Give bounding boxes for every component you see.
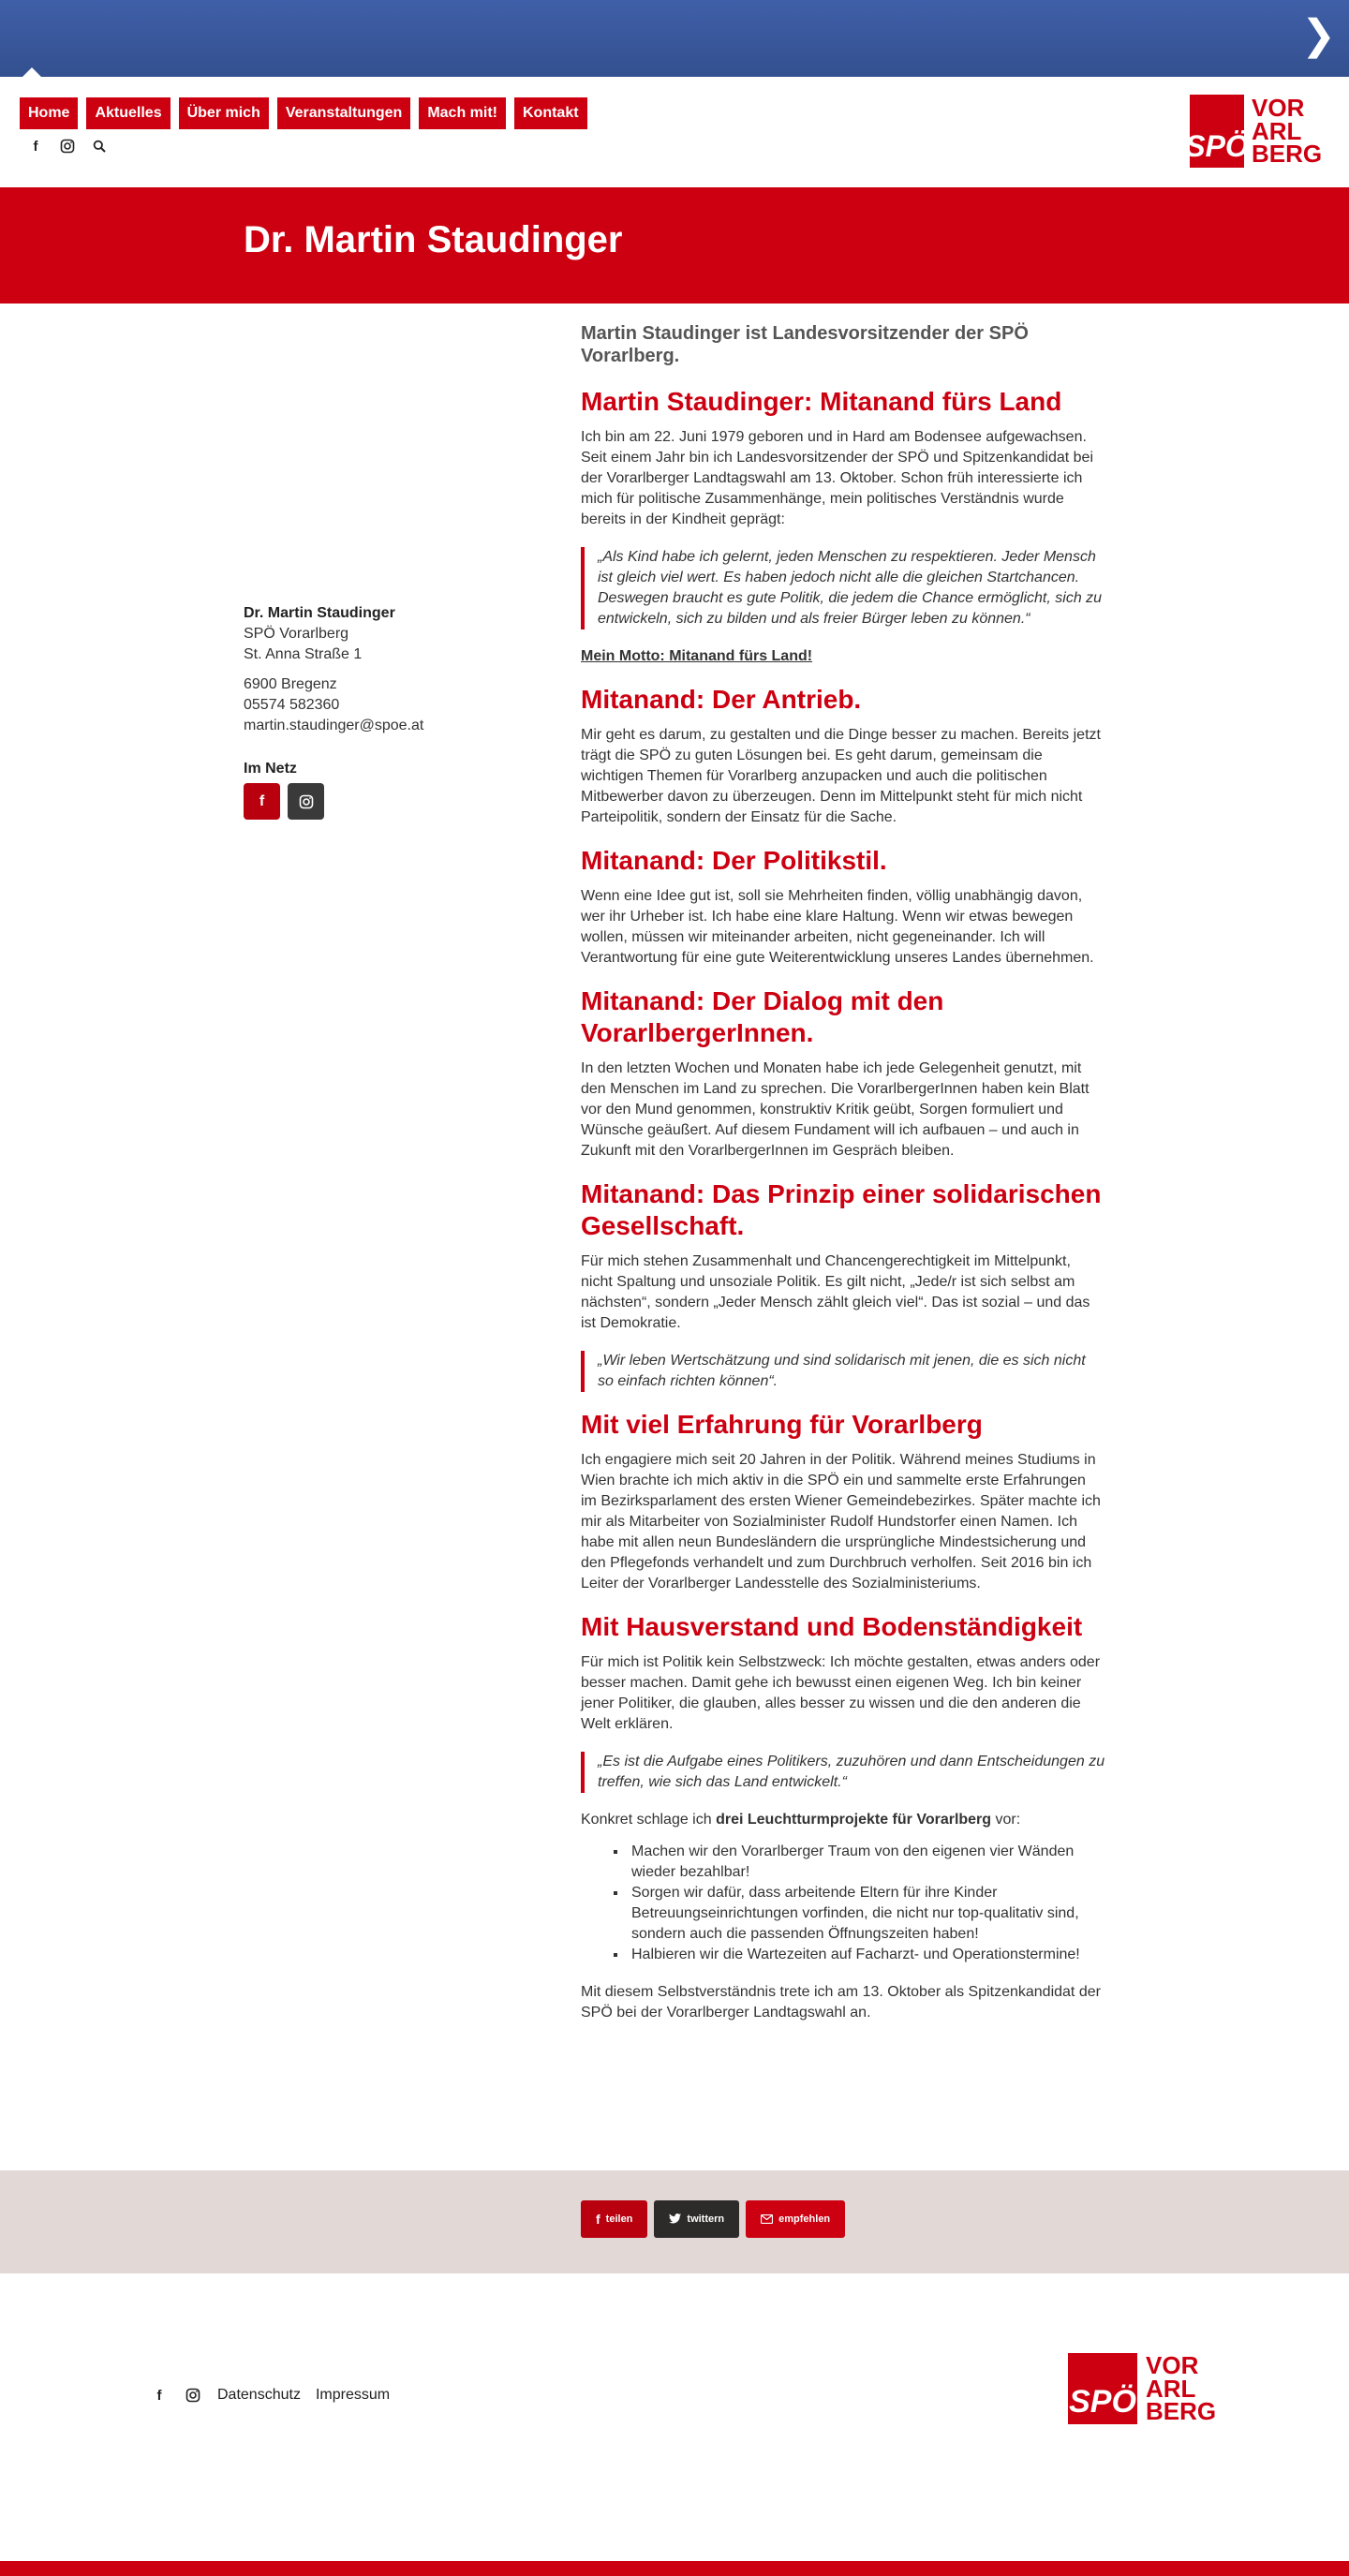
page-title: Dr. Martin Staudinger: [244, 219, 623, 260]
paragraph: In den letzten Wochen und Monaten habe ich jede Gelegenheit genutzt, mit den Menschen im Land zu sprechen. Die VorarlbergerInnen haben kein Blatt vor den Mund genommen, konstruktiv Kritik geübt, Sorgen formuliert und Wünsche geäußert. Auf diesem Fundament will ich aufbauen – und auch in Zukunft mit den VorarlbergerInnen im Gespräch bleiben.: [581, 1060, 1090, 1159]
share-buttons: [581, 2200, 845, 2238]
section-heading: Mitanand: Der Antrieb.: [581, 685, 862, 714]
social-buttons: [244, 783, 525, 820]
main-nav: [20, 97, 587, 129]
section-heading: Mitanand: Der Politikstil.: [581, 846, 887, 875]
list-item: ▪ Machen wir den Vorarlberger Traum von den eigenen vier Wänden wieder bezahlbar!: [628, 1842, 1105, 1883]
paragraph: Ich bin am 22. Juni 1979 geboren und in Hard am Bodensee aufgewachsen. Seit einem Jahr bin ich Landesvorsitzender der SPÖ und Spitzenkandidat bei der Vorarlberger Landtagswahl am 13. Oktober. Schon früh interessierte ich mich für politische Zusammenhänge, mein politisches Verständnis wurde bereits in der Kindheit geprägt:: [581, 429, 1093, 527]
paragraph: Mir geht es darum, zu gestalten und die Dinge besser zu machen. Bereits jetzt trägt die SPÖ zu guten Lösungen bei. Es geht darum, gemeinsam die wichtigen Themen für Vorarlberg anzupacken und auch die politischen Mitbewerber davon zu überzeugen. Denn im Mittelpunkt steht für mich nicht Parteipolitik, sondern der Einsatz für die Sache.: [581, 727, 1101, 825]
search-icon[interactable]: [90, 137, 109, 155]
list-item: ▪ Halbieren wir die Wartezeiten auf Facharzt- und Operationstermine!: [628, 1945, 1105, 1965]
lead-text: Martin Staudinger ist Landesvorsitzender der SPÖ Vorarlberg.: [581, 323, 1029, 366]
section-heading: Mit viel Erfahrung für Vorarlberg: [581, 1410, 983, 1439]
logo-wordmark: VOR ARL BERG: [1146, 2350, 1217, 2426]
section-heading: Mitanand: Der Dialog mit den VorarlbergerInnen.: [581, 986, 944, 1047]
share-band: [0, 2170, 1349, 2273]
contact-city: 6900 Bregenz: [244, 676, 337, 692]
facebook-icon: f: [596, 2212, 600, 2227]
nav-item-veranstaltungen[interactable]: Veranstaltungen: [277, 97, 410, 129]
mail-icon: [761, 2212, 773, 2227]
contact-org: SPÖ Vorarlberg: [244, 626, 349, 642]
quote: „Wir leben Wertschätzung und sind solidarisch mit jenen, die es sich nicht so einfach richten können“.: [581, 1351, 1105, 1392]
motto: Mein Motto: Mitanand fürs Land!: [581, 648, 813, 664]
imprint-link[interactable]: Impressum: [315, 2387, 391, 2403]
privacy-link[interactable]: Datenschutz: [217, 2387, 301, 2403]
quote: „Es ist die Aufgabe eines Politikers, zuzuhören und dann Entscheidungen zu treffen, wie sich das Land entwickelt.“: [581, 1752, 1105, 1793]
net-heading: Im Netz: [244, 761, 297, 777]
bottom-bar: [0, 2561, 1349, 2576]
section-heading: Martin Staudinger: Mitanand fürs Land: [581, 387, 1062, 416]
nav-item-home[interactable]: Home: [20, 97, 78, 129]
spoe-logo-footer[interactable]: [1068, 2350, 1217, 2426]
banner-notch: [22, 67, 41, 77]
paragraph: Mit diesem Selbstverständnis trete ich am 13. Oktober als Spitzenkandidat der SPÖ bei der Vorarlberger Landtagswahl an.: [581, 1984, 1101, 2021]
top-banner: [0, 0, 1349, 77]
paragraph: Wenn eine Idee gut ist, soll sie Mehrheiten finden, völlig unabhängig davon, wer ihr Urheber ist. Ich habe eine klare Haltung. Wenn wir etwas bewegen wollen, müssen wir miteinander arbeiten, nicht gegeneinander. Ich will Verantwortung für eine gute Weiterentwicklung unseres Landes übernehmen.: [581, 888, 1094, 966]
nav-item-aktuelles[interactable]: Aktuelles: [86, 97, 170, 129]
facebook-icon[interactable]: f: [156, 2387, 162, 2404]
paragraph: Konkret schlage ich drei Leuchtturmprojekte für Vorarlberg vor:: [581, 1812, 1021, 1828]
paragraph: Für mich stehen Zusammenhalt und Chancengerechtigkeit im Mittelpunkt, nicht Spaltung und unsoziale Politik. Es gilt nicht, „Jede/r ist sich selbst am nächsten“, sondern „Jeder Mensch zählt gleich viel“. Das ist sozial – und das ist Demokratie.: [581, 1253, 1090, 1331]
project-list: [628, 1842, 1105, 1965]
instagram-icon[interactable]: [58, 137, 77, 155]
footer-links: [150, 2386, 390, 2405]
quote: „Als Kind habe ich gelernt, jeden Menschen zu respektieren. Jeder Mensch ist gleich viel wert. Es haben jedoch nicht alle die gleichen Startchancen. Deswegen braucht es gute Politik, die jedem die Chance ermöglicht, sich zu entwickeln, sich zu bilden und als freier Bürger leben zu können.“: [581, 547, 1105, 629]
contact-email[interactable]: martin.staudinger@spoe.at: [244, 718, 424, 733]
instagram-icon[interactable]: [184, 2386, 202, 2405]
paragraph: Ich engagiere mich seit 20 Jahren in der Politik. Während meines Studiums in Wien brachte ich mich aktiv in die SPÖ ein und sammelte erste Erfahrungen im Bezirksparlament des ersten Wiener Gemeindebezirkes. Später machte ich mir als Mitarbeiter von Sozialminister Rudolf Hundstorfer einen Namen. Ich habe mit allen neun Bundesländern die ursprüngliche Mindestsicherung und den Pflegefonds verhandelt und zum Durchbruch verholfen. Seit 2016 bin ich Leiter der Vorarlberger Landesstelle des Sozialministeriums.: [581, 1452, 1101, 1591]
list-item: ▪ Sorgen wir dafür, dass arbeitende Eltern für ihre Kinder Betreuungseinrichtungen vorfinden, die nicht nur top-qualitativ sind, sondern auch die passenden Öffnungszeiten haben!: [628, 1883, 1105, 1945]
main-content: [581, 322, 1105, 2040]
logo-box: SPÖ: [1068, 2353, 1137, 2424]
chevron-right-icon[interactable]: ❯: [1301, 11, 1336, 59]
contact-street: St. Anna Straße 1: [244, 646, 363, 662]
section-heading: Mit Hausverstand und Bodenständigkeit: [581, 1612, 1083, 1641]
facebook-icon[interactable]: f: [244, 783, 280, 820]
section-heading: Mitanand: Das Prinzip einer solidarischen Gesellschaft.: [581, 1179, 1102, 1240]
share-facebook-button[interactable]: f teilen: [581, 2200, 647, 2238]
title-band: [0, 187, 1349, 303]
header-icons: [26, 137, 109, 155]
share-twitter-button[interactable]: twittern: [654, 2200, 739, 2238]
paragraph: Für mich ist Politik kein Selbstzweck: Ich möchte gestalten, etwas anders oder besser machen. Damit gehe ich bewusst einen eigenen Weg. Ich bin keiner jener Politiker, die glauben, alles besser zu wissen und die den anderen die Welt erklären.: [581, 1654, 1101, 1732]
nav-item-ueber-mich[interactable]: Über mich: [179, 97, 269, 129]
instagram-icon[interactable]: [288, 783, 324, 820]
nav-item-mach-mit[interactable]: Mach mit!: [419, 97, 506, 129]
contact-sidebar: [244, 603, 525, 820]
facebook-icon[interactable]: f: [33, 138, 38, 155]
contact-phone[interactable]: 05574 582360: [244, 697, 340, 713]
logo-box: SPÖ: [1190, 95, 1244, 168]
nav-item-kontakt[interactable]: Kontakt: [514, 97, 587, 129]
contact-name: Dr. Martin Staudinger: [244, 605, 395, 621]
logo-wordmark: VOR ARL BERG: [1252, 93, 1323, 169]
twitter-icon: [669, 2212, 681, 2227]
share-email-button[interactable]: empfehlen: [746, 2200, 845, 2238]
spoe-logo[interactable]: [1185, 93, 1323, 169]
